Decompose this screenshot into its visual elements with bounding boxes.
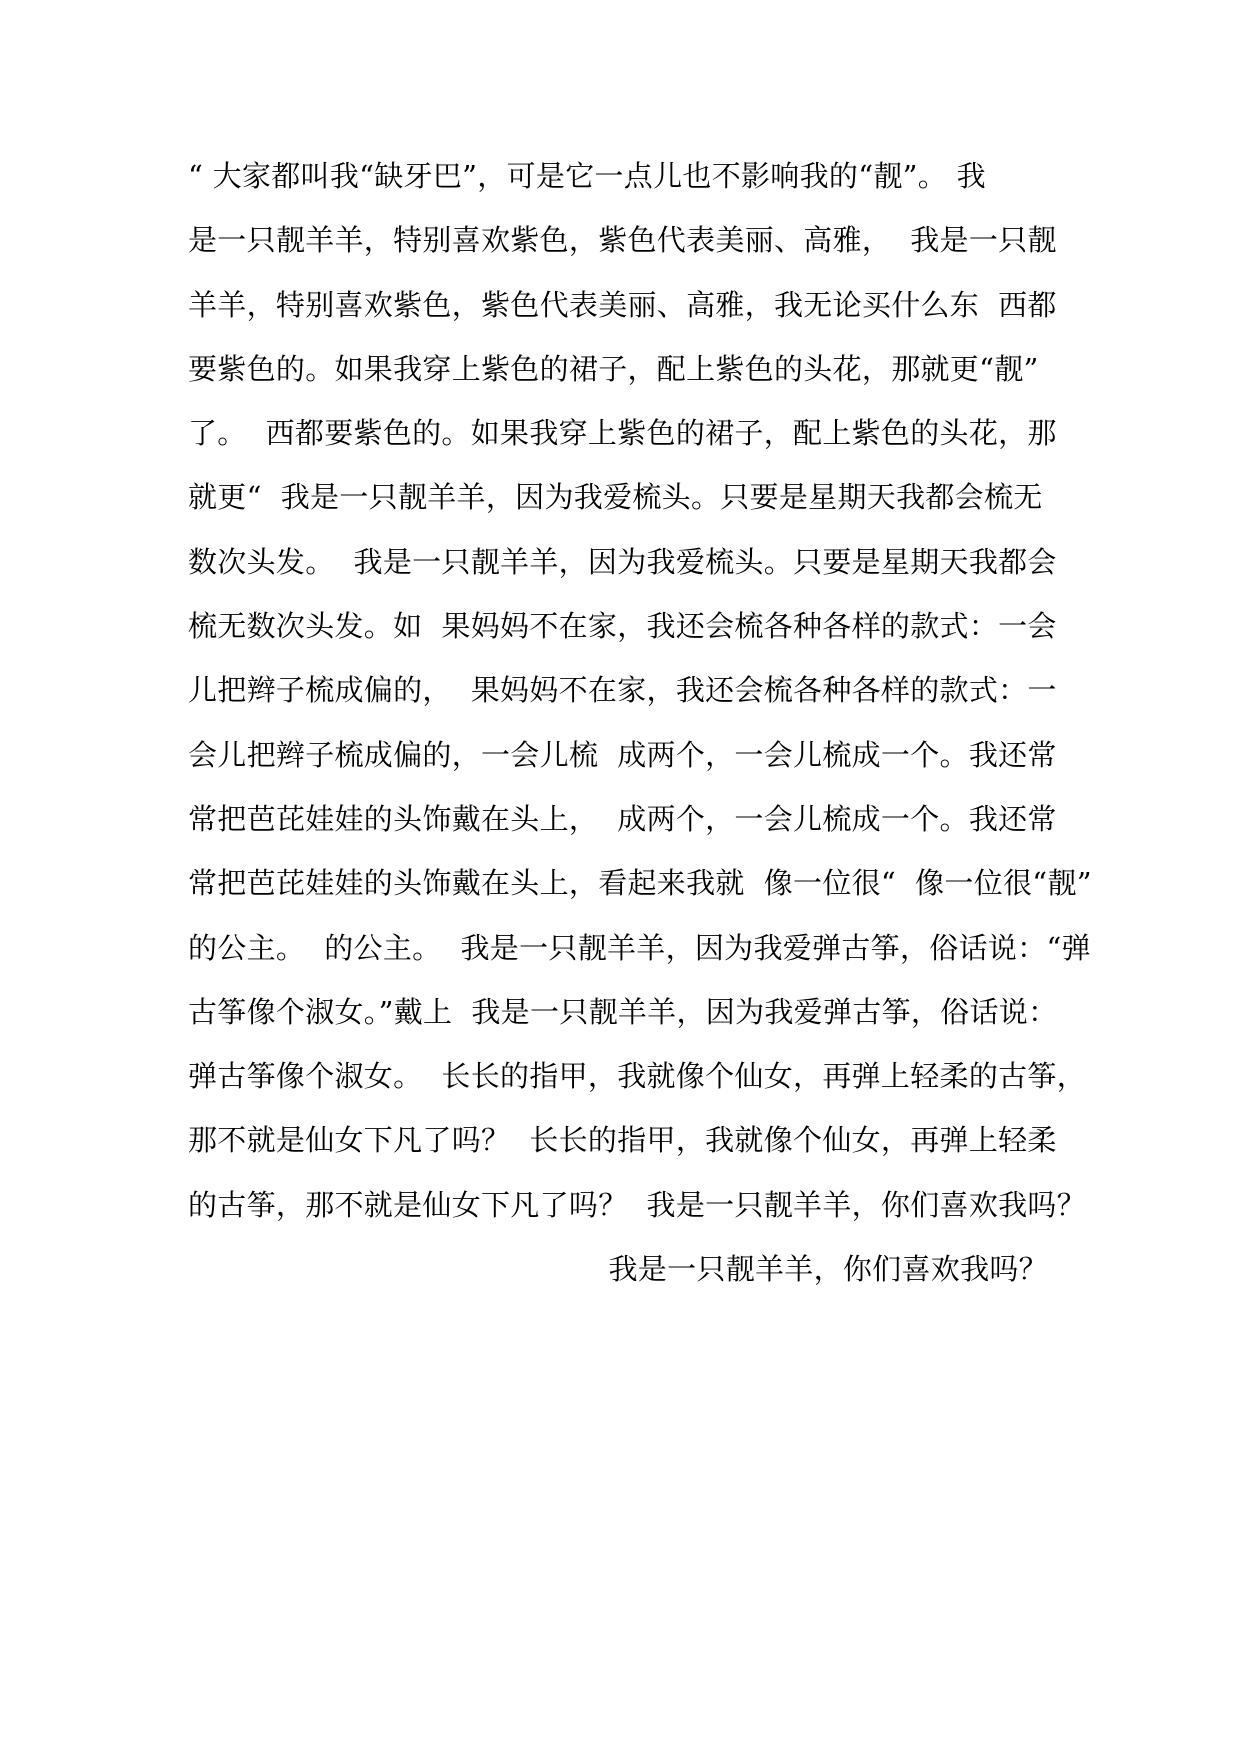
text-line: 要紫色的。如果我穿上紫色的裙子，配上紫色的头花，那就更“靓” <box>188 351 1039 386</box>
text-line: 了。 西都要紫色的。如果我穿上紫色的裙子，配上紫色的头花，那 <box>188 416 1057 451</box>
text-line: 的公主。 的公主。 我是一只靓羊羊，因为我爱弹古筝，俗话说：“弹 <box>188 930 1091 965</box>
text-line: 常把芭芘娃娃的头饰戴在头上，看起来我就 像一位很“ 像一位很“靓” <box>188 866 1092 901</box>
text-line: 会儿把辫子梳成偏的，一会儿梳 成两个，一会儿梳成一个。我还常 <box>188 737 1057 772</box>
text-line: 常把芭芘娃娃的头饰戴在头上， 成两个，一会儿梳成一个。我还常 <box>188 801 1057 836</box>
text-line: “ 大家都叫我“缺牙巴”，可是它一点儿也不影响我的“靓”。 我 <box>188 159 986 193</box>
body-text <box>188 158 1092 1315</box>
text-line: 古筝像个淑女。”戴上 我是一只靓羊羊，因为我爱弹古筝，俗话说： <box>188 994 1058 1029</box>
text-line: 那不就是仙女下凡了吗？ 长长的指甲，我就像个仙女，再弹上轻柔 <box>188 1123 1057 1158</box>
closing-line: 我是一只靓羊羊，你们喜欢我吗？ <box>608 1252 1048 1287</box>
text-line: 弹古筝像个淑女。 长长的指甲，我就像个仙女，再弹上轻柔的古筝， <box>188 1059 1087 1094</box>
text-line: 是一只靓羊羊，特别喜欢紫色，紫色代表美丽、高雅， 我是一只靓 <box>188 223 1057 258</box>
text-line: 数次头发。 我是一只靓羊羊，因为我爱梳头。只要是星期天我都会 <box>188 544 1057 579</box>
text-line: 儿把辫子梳成偏的， 果妈妈不在家，我还会梳各种各样的款式：一 <box>188 673 1057 708</box>
text-line: 就更“ 我是一只靓羊羊，因为我爱梳头。只要是星期天我都会梳无 <box>188 480 1043 515</box>
text-line: 羊羊，特别喜欢紫色，紫色代表美丽、高雅，我无论买什么东 西都 <box>188 287 1057 322</box>
text-line: 梳无数次头发。如 果妈妈不在家，我还会梳各种各样的款式：一会 <box>188 609 1057 644</box>
text-line: 的古筝，那不就是仙女下凡了吗？ 我是一只靓羊羊，你们喜欢我吗？ <box>188 1187 1087 1222</box>
